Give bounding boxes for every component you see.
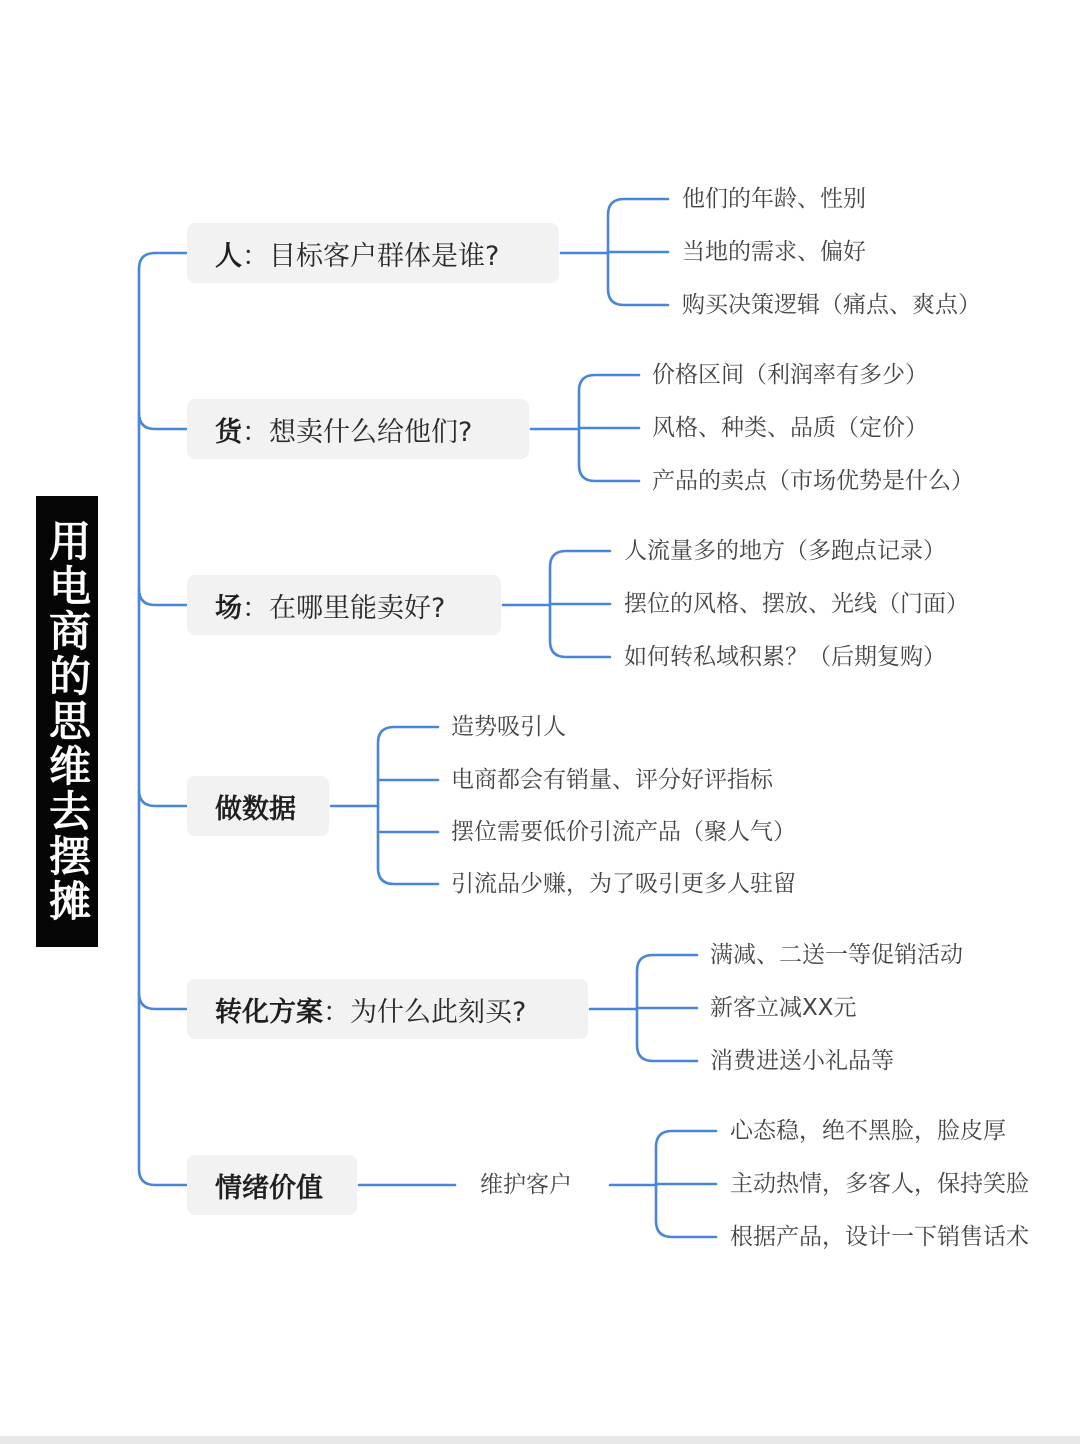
leaf-node: 根据产品，设计一下销售话术 (730, 1224, 1029, 1250)
trunk-branch-connector (139, 589, 187, 605)
bottom-divider (0, 1436, 1080, 1444)
branch-node (187, 776, 329, 836)
leaf-node: 如何转私域积累？（后期复购） (624, 644, 946, 670)
root-node (36, 496, 98, 947)
leaf-node: 风格、种类、品质（定价） (652, 415, 928, 441)
leaf-node: 造势吸引人 (451, 714, 566, 740)
trunk-branch-connector (139, 413, 187, 429)
leaf-node: 他们的年龄、性别 (682, 186, 866, 212)
leaf-node: 消费进送小礼品等 (710, 1048, 894, 1074)
trunk-connector (139, 253, 187, 1185)
branch-text: ：在哪里能卖好? (242, 592, 446, 624)
branch-key: 人 (215, 240, 242, 272)
trunk-branch-connector (139, 993, 187, 1009)
leaf-node: 当地的需求、偏好 (682, 239, 866, 265)
leaf-node: 引流品少赚，为了吸引更多人驻留 (451, 871, 796, 897)
leaf-node: 新客立减XX元 (710, 995, 857, 1021)
root-title: 用电商的思维去摆摊 (43, 519, 92, 924)
branch-text: ：目标客户群体是谁? (242, 240, 500, 272)
branch-text: ：想卖什么给他们? (242, 416, 473, 448)
bracket-connector (378, 727, 438, 884)
leaf-node: 电商都会有销量、评分好评指标 (451, 767, 773, 793)
mid-node: 维护客户 (480, 1172, 572, 1198)
leaf-node: 人流量多的地方（多跑点记录） (624, 538, 946, 564)
branch-key: 场 (215, 592, 242, 624)
trunk-branch-connector (139, 790, 187, 806)
branch-key: 转化方案 (215, 996, 323, 1028)
leaf-node: 主动热情，多客人，保持笑脸 (730, 1171, 1029, 1197)
branch-node (187, 223, 559, 283)
leaf-node: 摆位的风格、摆放、光线（门面） (624, 591, 969, 617)
leaf-node: 价格区间（利润率有多少） (652, 362, 928, 388)
branch-text: ：为什么此刻买? (323, 996, 527, 1028)
leaf-node: 产品的卖点（市场优势是什么） (652, 468, 974, 494)
branch-node (187, 575, 501, 635)
leaf-node: 满减、二送一等促销活动 (710, 942, 963, 968)
branch-node (187, 399, 529, 459)
leaf-node: 摆位需要低价引流产品（聚人气） (451, 819, 796, 845)
branch-key: 情绪价值 (215, 1172, 323, 1204)
leaf-node: 心态稳，绝不黑脸，脸皮厚 (730, 1118, 1006, 1144)
branch-node (187, 1155, 357, 1215)
branch-node (187, 979, 588, 1039)
branch-key: 货 (215, 416, 242, 448)
leaf-node: 购买决策逻辑（痛点、爽点） (682, 292, 981, 318)
branch-key: 做数据 (215, 793, 296, 825)
